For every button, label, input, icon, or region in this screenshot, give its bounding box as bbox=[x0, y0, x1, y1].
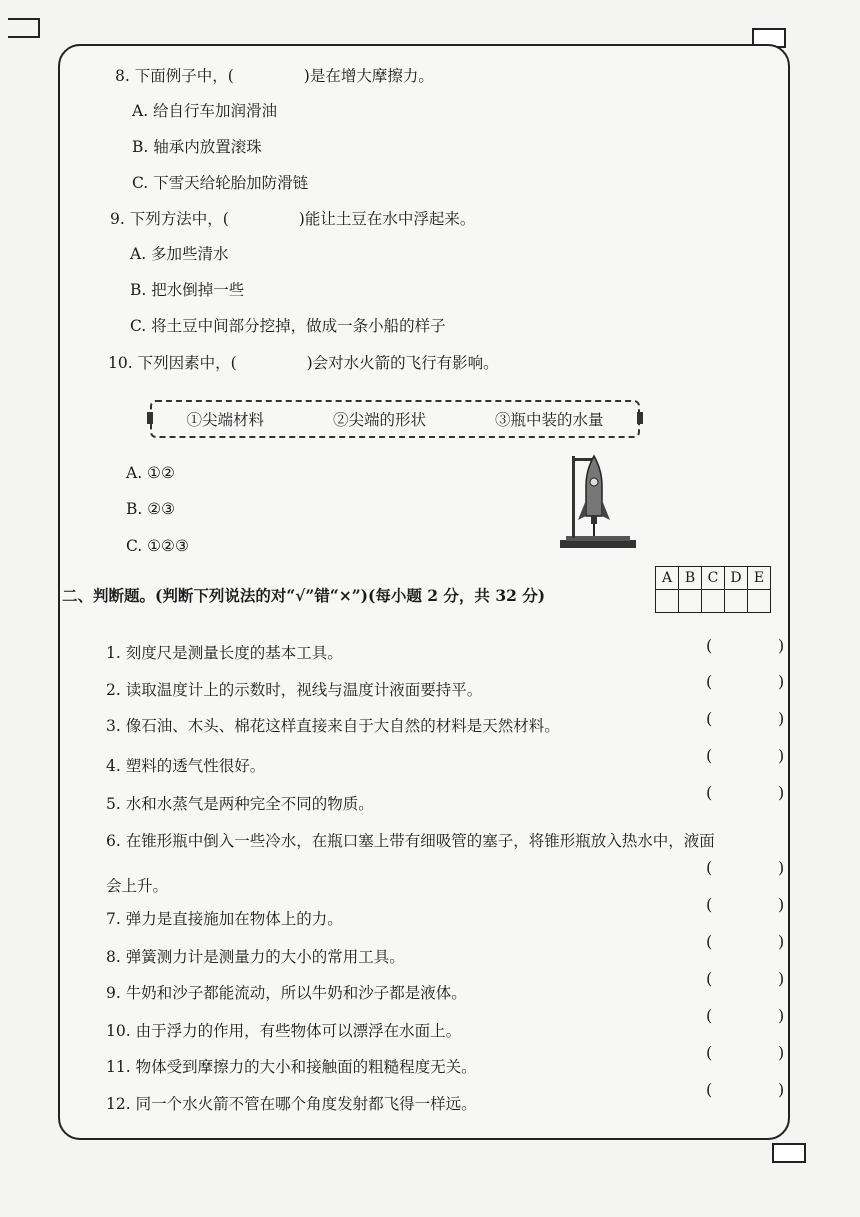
q8-option-b: B. 轴承内放置滚珠 bbox=[132, 138, 262, 156]
q10-option-a: A. ①② bbox=[126, 464, 175, 482]
grade-header-d: D bbox=[725, 567, 748, 590]
grade-header-b: B bbox=[679, 567, 702, 590]
water-rocket-illustration bbox=[556, 452, 640, 552]
grade-cell[interactable] bbox=[702, 590, 725, 613]
grade-table bbox=[655, 566, 771, 613]
q10-factor-box bbox=[150, 400, 640, 438]
judge-item-6: 6. 在锥形瓶中倒入一些冷水，在瓶口塞上带有细吸管的塞子，将锥形瓶放入热水中，液面 bbox=[106, 832, 715, 850]
grade-cell[interactable] bbox=[725, 590, 748, 613]
judge-item-8: 8. 弹簧测力计是测量力的大小的常用工具。 bbox=[106, 948, 405, 966]
q10-stem: 10. 下列因素中，( )会对水火箭的飞行有影响。 bbox=[108, 354, 499, 372]
q10-factor-2: ②尖端的形状 bbox=[332, 411, 426, 429]
judge-item-9: 9. 牛奶和沙子都能流动，所以牛奶和沙子都是液体。 bbox=[106, 984, 467, 1002]
q9-option-b: B. 把水倒掉一些 bbox=[130, 281, 245, 299]
judge-item-7: 7. 弹力是直接施加在物体上的力。 bbox=[106, 910, 343, 928]
grade-cell[interactable] bbox=[679, 590, 702, 613]
judge-item-2: 2. 读取温度计上的示数时，视线与温度计液面要持平。 bbox=[106, 681, 483, 699]
q10-option-c: C. ①②③ bbox=[126, 537, 189, 555]
q9-option-a: A. 多加些清水 bbox=[130, 245, 229, 263]
corner-bracket-mark bbox=[8, 18, 40, 38]
judge-item-6-cont: 会上升。 bbox=[106, 877, 169, 895]
judge-item-3: 3. 像石油、木头、棉花这样直接来自于大自然的材料是天然材料。 bbox=[106, 717, 560, 735]
q8-option-c: C. 下雪天给轮胎加防滑链 bbox=[132, 174, 309, 192]
judge-item-11: 11. 物体受到摩擦力的大小和接触面的粗糙程度无关。 bbox=[106, 1058, 477, 1076]
q9-option-c: C. 将土豆中间部分挖掉，做成一条小船的样子 bbox=[130, 317, 446, 335]
grade-header-c: C bbox=[702, 567, 725, 590]
grade-cell[interactable] bbox=[748, 590, 771, 613]
q10-option-b: B. ②③ bbox=[126, 500, 176, 518]
judge-item-5: 5. 水和水蒸气是两种完全不同的物质。 bbox=[106, 795, 374, 813]
q8-stem: 8. 下面例子中，( )是在增大摩擦力。 bbox=[115, 67, 434, 85]
q10-factor-1: ①尖端材料 bbox=[186, 411, 264, 429]
judge-item-4: 4. 塑料的透气性很好。 bbox=[106, 757, 266, 775]
judge-item-10: 10. 由于浮力的作用，有些物体可以漂浮在水面上。 bbox=[106, 1022, 462, 1040]
q10-factor-3: ③瓶中装的水量 bbox=[494, 411, 604, 429]
section-2-title: 二、判断题。(判断下列说法的对“√”错“×”)(每小题 2 分，共 32 分) bbox=[62, 586, 546, 605]
corner-box-bottom bbox=[772, 1143, 806, 1163]
grade-header-e: E bbox=[748, 567, 771, 590]
judge-item-12: 12. 同一个水火箭不管在哪个角度发射都飞得一样远。 bbox=[106, 1095, 477, 1113]
q8-option-a: A. 给自行车加润滑油 bbox=[132, 102, 278, 120]
q9-stem: 9. 下列方法中，( )能让土豆在水中浮起来。 bbox=[110, 210, 476, 228]
grade-header-a: A bbox=[656, 567, 679, 590]
judge-item-1: 1. 刻度尺是测量长度的基本工具。 bbox=[106, 644, 343, 662]
grade-cell[interactable] bbox=[656, 590, 679, 613]
